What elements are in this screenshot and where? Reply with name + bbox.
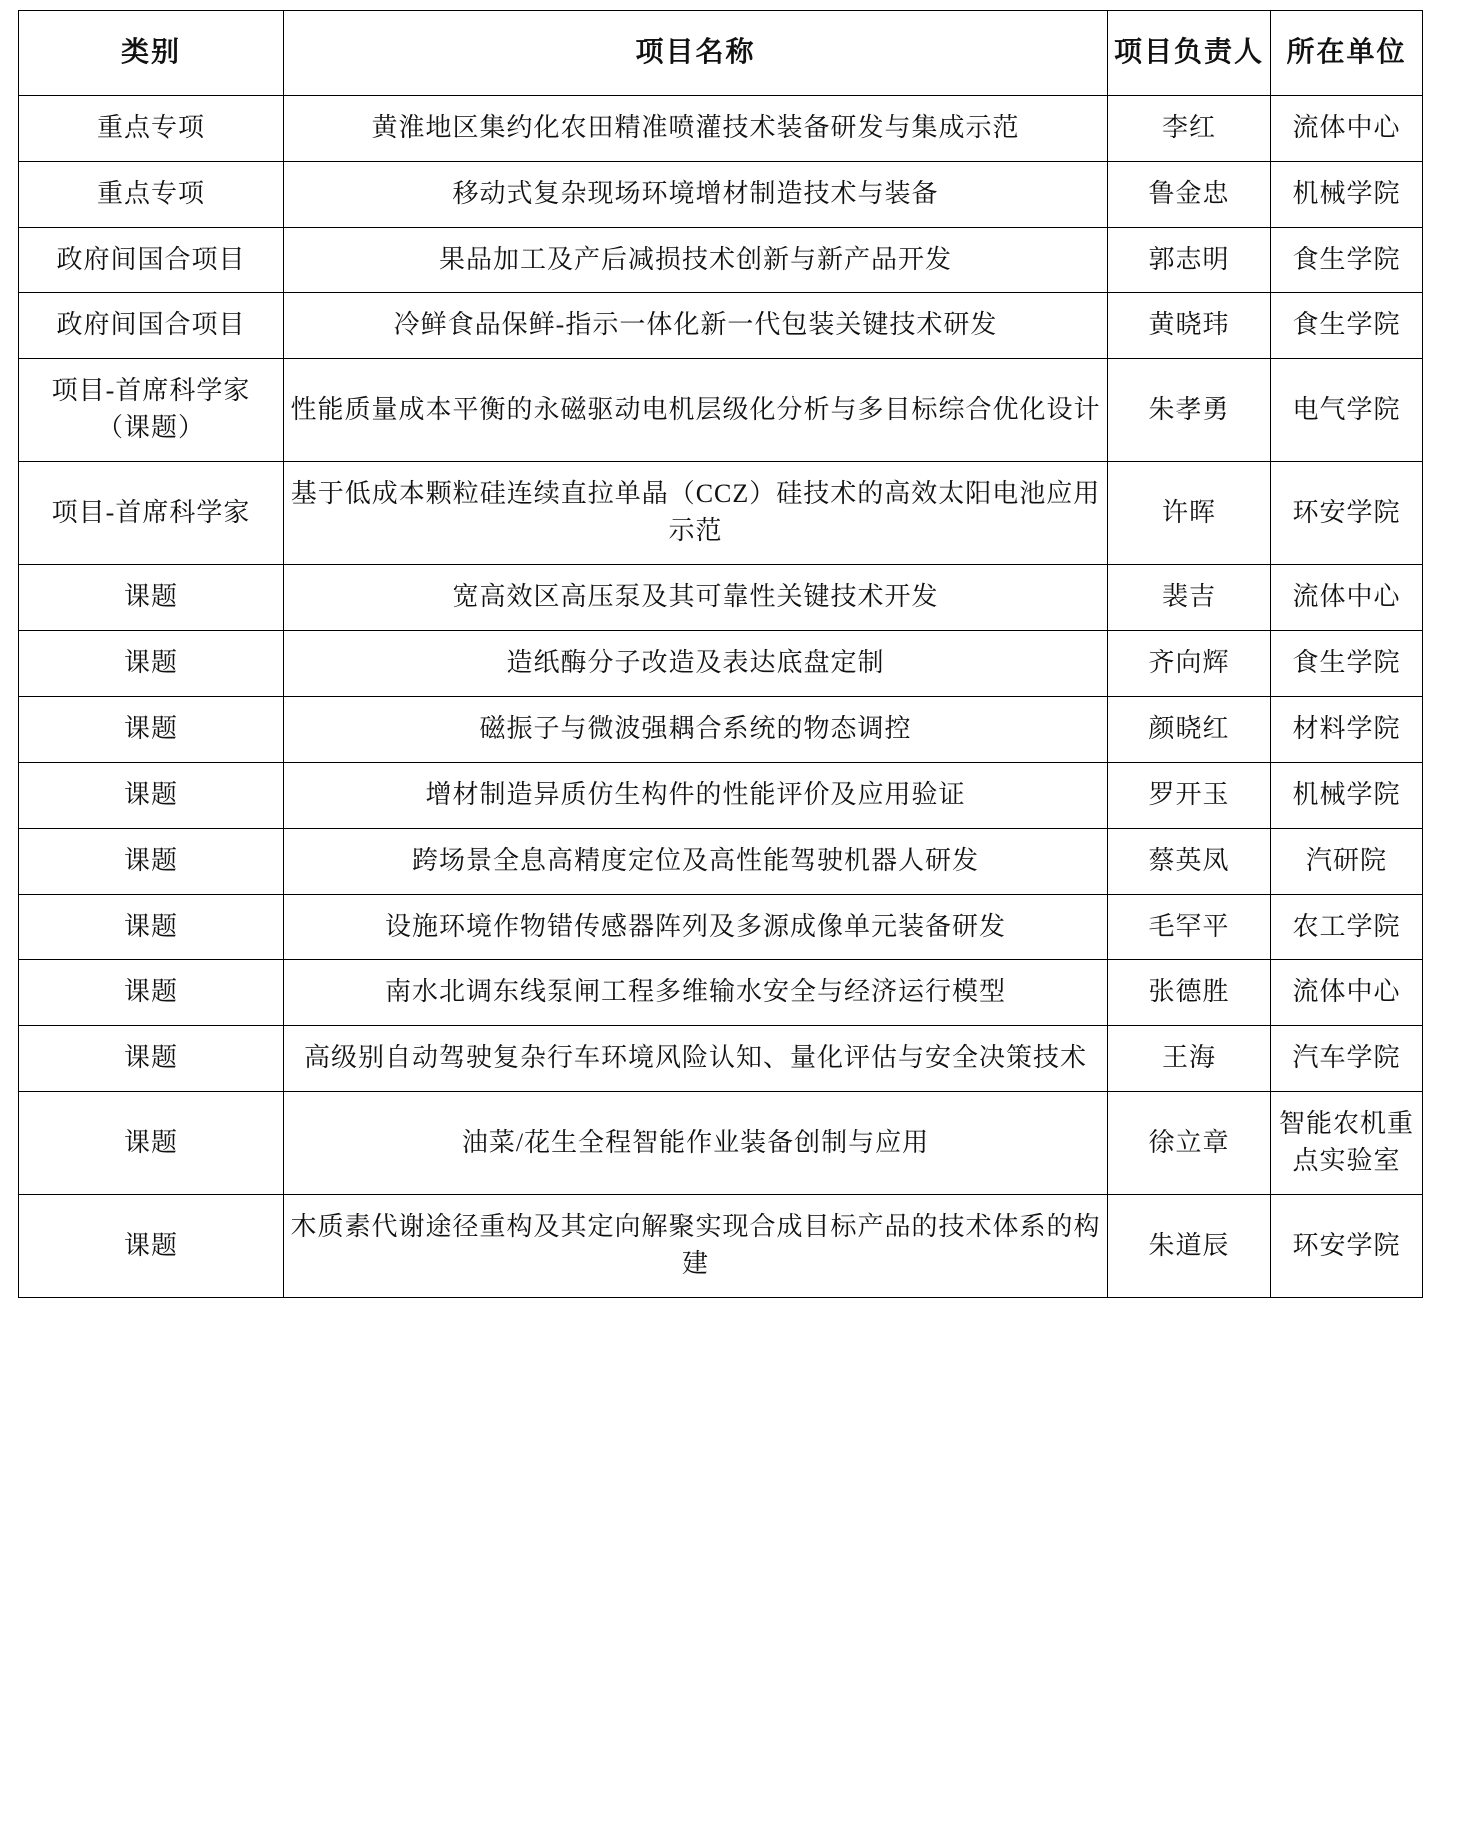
cell-leader: 颜晓红 bbox=[1108, 696, 1271, 762]
cell-category: 项目-首席科学家 bbox=[19, 462, 284, 565]
cell-category: 政府间国合项目 bbox=[19, 293, 284, 359]
table-header-row bbox=[19, 11, 1423, 96]
table-row bbox=[19, 1092, 1423, 1195]
cell-leader: 毛罕平 bbox=[1108, 894, 1271, 960]
table-row bbox=[19, 762, 1423, 828]
cell-project-name: 跨场景全息高精度定位及高性能驾驶机器人研发 bbox=[284, 828, 1108, 894]
table-row bbox=[19, 293, 1423, 359]
cell-category: 重点专项 bbox=[19, 161, 284, 227]
cell-leader: 郭志明 bbox=[1108, 227, 1271, 293]
column-header-category: 类别 bbox=[19, 11, 284, 96]
table-row bbox=[19, 359, 1423, 462]
cell-unit: 汽研院 bbox=[1271, 828, 1423, 894]
cell-leader: 鲁金忠 bbox=[1108, 161, 1271, 227]
cell-leader: 罗开玉 bbox=[1108, 762, 1271, 828]
cell-unit: 食生学院 bbox=[1271, 293, 1423, 359]
cell-unit: 食生学院 bbox=[1271, 630, 1423, 696]
cell-leader: 齐向辉 bbox=[1108, 630, 1271, 696]
table-body bbox=[19, 95, 1423, 1297]
table-row bbox=[19, 565, 1423, 631]
column-header-unit: 所在单位 bbox=[1271, 11, 1423, 96]
cell-unit: 机械学院 bbox=[1271, 161, 1423, 227]
cell-unit: 智能农机重点实验室 bbox=[1271, 1092, 1423, 1195]
project-table bbox=[18, 10, 1423, 1298]
cell-unit: 汽车学院 bbox=[1271, 1026, 1423, 1092]
cell-project-name: 南水北调东线泵闸工程多维输水安全与经济运行模型 bbox=[284, 960, 1108, 1026]
cell-project-name: 果品加工及产后减损技术创新与新产品开发 bbox=[284, 227, 1108, 293]
cell-unit: 环安学院 bbox=[1271, 1195, 1423, 1298]
cell-leader: 李红 bbox=[1108, 95, 1271, 161]
cell-leader: 徐立章 bbox=[1108, 1092, 1271, 1195]
cell-project-name: 宽高效区高压泵及其可靠性关键技术开发 bbox=[284, 565, 1108, 631]
cell-category: 课题 bbox=[19, 960, 284, 1026]
cell-project-name: 性能质量成本平衡的永磁驱动电机层级化分析与多目标综合优化设计 bbox=[284, 359, 1108, 462]
cell-category: 重点专项 bbox=[19, 95, 284, 161]
table-row bbox=[19, 960, 1423, 1026]
cell-category: 项目-首席科学家（课题） bbox=[19, 359, 284, 462]
cell-project-name: 冷鲜食品保鲜-指示一体化新一代包装关键技术研发 bbox=[284, 293, 1108, 359]
cell-leader: 王海 bbox=[1108, 1026, 1271, 1092]
column-header-project-name: 项目名称 bbox=[284, 11, 1108, 96]
cell-project-name: 木质素代谢途径重构及其定向解聚实现合成目标产品的技术体系的构建 bbox=[284, 1195, 1108, 1298]
cell-unit: 机械学院 bbox=[1271, 762, 1423, 828]
table-row bbox=[19, 630, 1423, 696]
table-row bbox=[19, 95, 1423, 161]
cell-project-name: 设施环境作物错传感器阵列及多源成像单元装备研发 bbox=[284, 894, 1108, 960]
cell-category: 课题 bbox=[19, 1195, 284, 1298]
cell-unit: 材料学院 bbox=[1271, 696, 1423, 762]
cell-leader: 裴吉 bbox=[1108, 565, 1271, 631]
cell-project-name: 增材制造异质仿生构件的性能评价及应用验证 bbox=[284, 762, 1108, 828]
column-header-leader: 项目负责人 bbox=[1108, 11, 1271, 96]
cell-leader: 黄晓玮 bbox=[1108, 293, 1271, 359]
cell-category: 课题 bbox=[19, 828, 284, 894]
table-row bbox=[19, 1195, 1423, 1298]
cell-category: 课题 bbox=[19, 630, 284, 696]
cell-leader: 许晖 bbox=[1108, 462, 1271, 565]
cell-unit: 农工学院 bbox=[1271, 894, 1423, 960]
table-row bbox=[19, 1026, 1423, 1092]
cell-project-name: 基于低成本颗粒硅连续直拉单晶（CCZ）硅技术的高效太阳电池应用示范 bbox=[284, 462, 1108, 565]
cell-leader: 蔡英凤 bbox=[1108, 828, 1271, 894]
cell-leader: 张德胜 bbox=[1108, 960, 1271, 1026]
cell-unit: 环安学院 bbox=[1271, 462, 1423, 565]
cell-unit: 流体中心 bbox=[1271, 960, 1423, 1026]
cell-category: 课题 bbox=[19, 696, 284, 762]
cell-project-name: 黄淮地区集约化农田精准喷灌技术装备研发与集成示范 bbox=[284, 95, 1108, 161]
cell-project-name: 油菜/花生全程智能作业装备创制与应用 bbox=[284, 1092, 1108, 1195]
cell-category: 课题 bbox=[19, 1092, 284, 1195]
cell-unit: 食生学院 bbox=[1271, 227, 1423, 293]
table-row bbox=[19, 227, 1423, 293]
table-row bbox=[19, 894, 1423, 960]
cell-project-name: 磁振子与微波强耦合系统的物态调控 bbox=[284, 696, 1108, 762]
cell-leader: 朱道辰 bbox=[1108, 1195, 1271, 1298]
cell-category: 课题 bbox=[19, 1026, 284, 1092]
cell-project-name: 移动式复杂现场环境增材制造技术与装备 bbox=[284, 161, 1108, 227]
cell-category: 课题 bbox=[19, 894, 284, 960]
table-row bbox=[19, 828, 1423, 894]
table-header bbox=[19, 11, 1423, 96]
cell-category: 政府间国合项目 bbox=[19, 227, 284, 293]
cell-project-name: 高级别自动驾驶复杂行车环境风险认知、量化评估与安全决策技术 bbox=[284, 1026, 1108, 1092]
cell-unit: 流体中心 bbox=[1271, 95, 1423, 161]
cell-category: 课题 bbox=[19, 762, 284, 828]
cell-unit: 电气学院 bbox=[1271, 359, 1423, 462]
cell-leader: 朱孝勇 bbox=[1108, 359, 1271, 462]
cell-unit: 流体中心 bbox=[1271, 565, 1423, 631]
cell-category: 课题 bbox=[19, 565, 284, 631]
table-row bbox=[19, 696, 1423, 762]
table-row bbox=[19, 462, 1423, 565]
table-row bbox=[19, 161, 1423, 227]
cell-project-name: 造纸酶分子改造及表达底盘定制 bbox=[284, 630, 1108, 696]
